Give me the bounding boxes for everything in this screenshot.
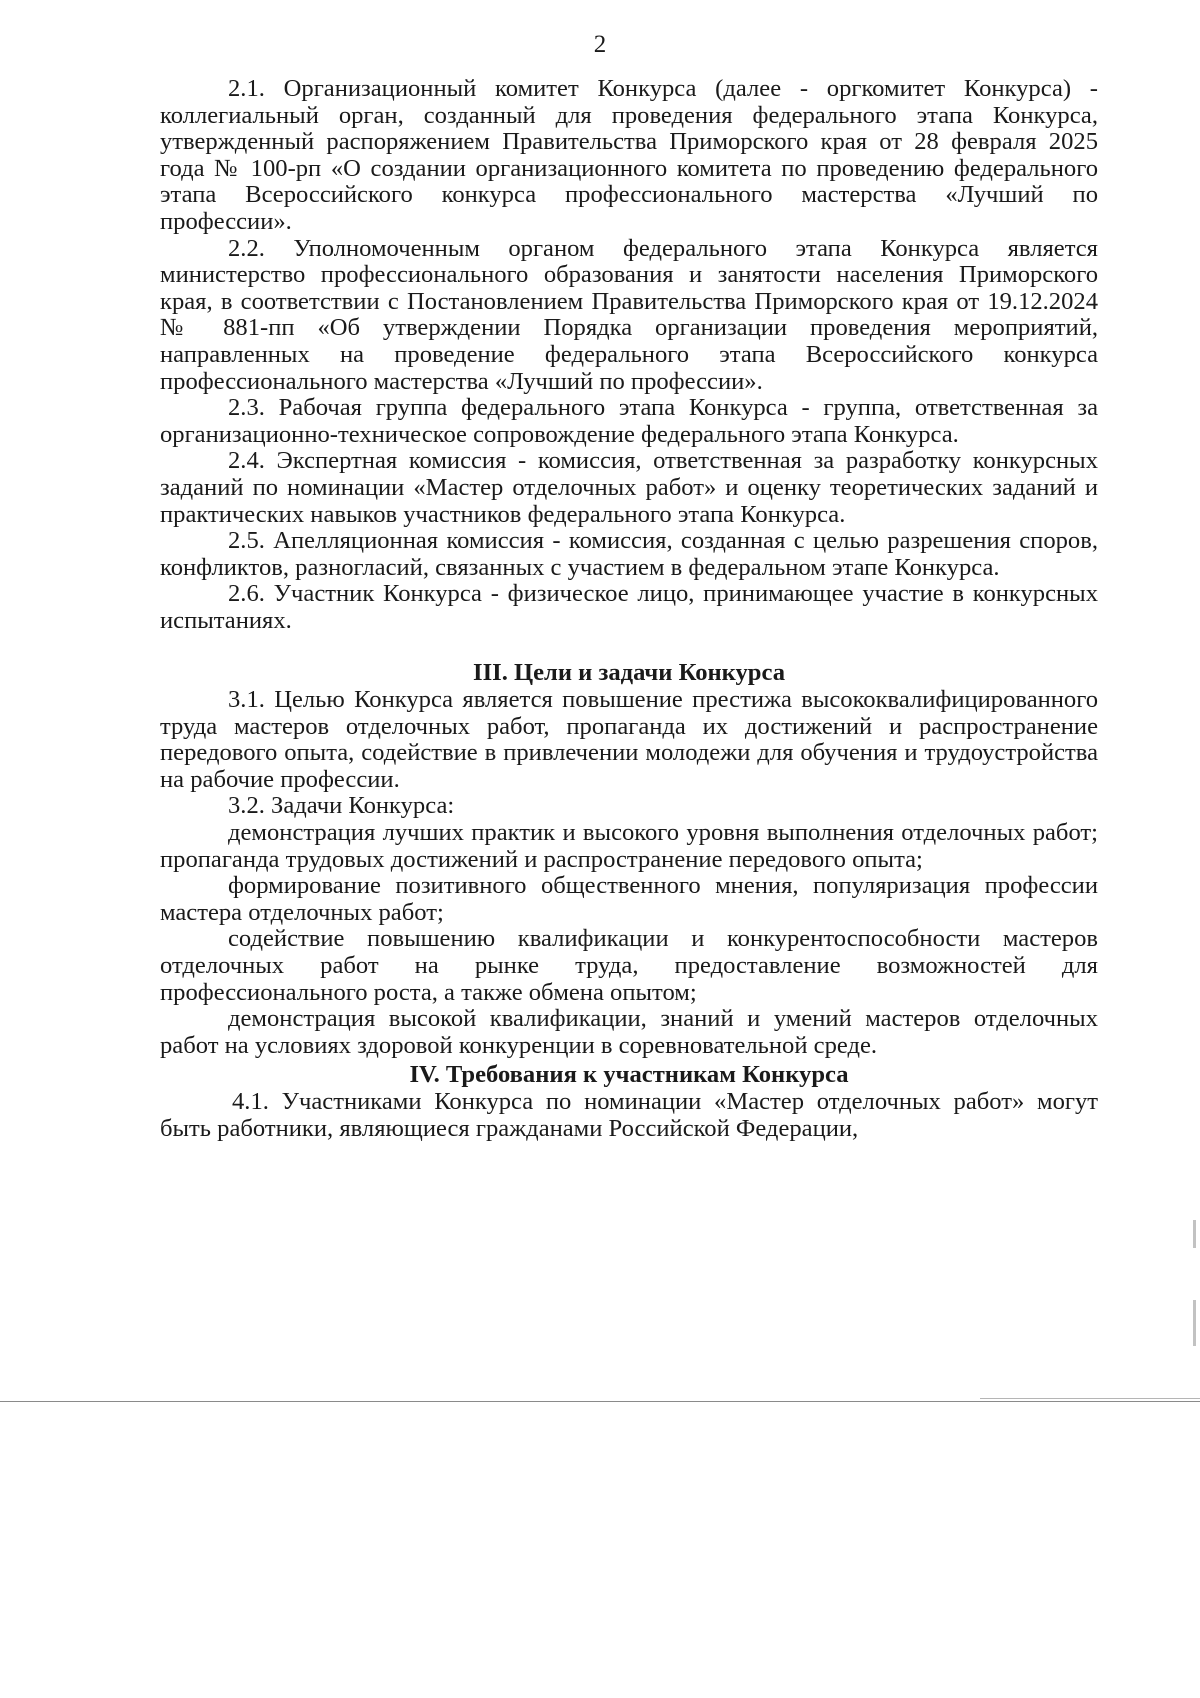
scan-edge-line-secondary [980,1398,1200,1399]
paragraph-2-1: 2.1. Организационный комитет Конкурса (далее - оргкомитет Конкурса) - коллегиальный орган, созданный для проведения федерального этапа Конкурса, утвержденный распоряжением Правительства Приморского края от 28 февраля 2025 года № 100-рп «О создании организационного комитета по проведению федерального этапа Всероссийского конкурса профессионального мастерства «Лучший по профессии». [160,75,1098,235]
paragraph-2-3: 2.3. Рабочая группа федерального этапа Конкурса - группа, ответственная за организационно-техническое сопровождение федерального этапа Конкурса. [160,394,1098,448]
document-body [160,76,1098,1142]
scan-edge-mark [1193,1300,1196,1346]
task-item-3: содействие повышению квалификации и конкурентоспособности мастеров отделочных работ на рынке труда, предоставление возможностей для профессионального роста, а также обмена опытом; [160,925,1098,1006]
scan-edge-mark [1193,1220,1196,1248]
task-item-1: демонстрация лучших практик и высокого уровня выполнения отделочных работ; пропаганда трудовых достижений и распространение передового опыта; [160,819,1098,873]
paragraph-2-4: 2.4. Экспертная комиссия - комиссия, ответственная за разработку конкурсных заданий по номинации «Мастер отделочных работ» и оценку теоретических заданий и практических навыков участников федерального этапа Конкурса. [160,447,1098,528]
section-heading-4: IV. Требования к участникам Конкурса [409,1061,849,1089]
page-number: 2 [593,31,607,58]
task-item-2: формирование позитивного общественного мнения, популяризация профессии мастера отделочных работ; [160,872,1098,926]
paragraph-4-1: 4.1. Участниками Конкурса по номинации «Мастер отделочных работ» могут быть работники, являющиеся гражданами Российской Федерации, [160,1087,1098,1142]
scan-edge-line [0,1401,1200,1402]
paragraph-2-5: 2.5. Апелляционная комиссия - комиссия, созданная с целью разрешения споров, конфликтов, разногласий, связанных с участием в федеральном этапе Конкурса. [160,527,1098,581]
paragraph-2-6: 2.6. Участник Конкурса - физическое лицо, принимающее участие в конкурсных испытаниях. [160,580,1098,634]
section-heading-3: III. Цели и задачи Конкурса [473,659,785,687]
paragraph-3-2: 3.2. Задачи Конкурса: [228,792,455,820]
task-item-4: демонстрация высокой квалификации, знаний и умений мастеров отделочных работ на условиях здоровой конкуренции в соревновательной среде. [160,1005,1098,1059]
paragraph-3-1: 3.1. Целью Конкурса является повышение престижа высококвалифицированного труда мастеров отделочных работ, пропаганда их достижений и распространение передового опыта, содействие в привлечении молодежи для обучения и трудоустройства на рабочие профессии. [160,686,1098,793]
paragraph-2-2: 2.2. Уполномоченным органом федерального этапа Конкурса является министерство профессионального образования и занятости населения Приморского края, в соответствии с Постановлением Правительства Приморского края от 19.12.2024 № 881-пп «Об утверждении Порядка организации проведения мероприятий, направленных на проведение федерального этапа Всероссийского конкурса профессионального мастерства «Лучший по профессии». [160,234,1098,395]
